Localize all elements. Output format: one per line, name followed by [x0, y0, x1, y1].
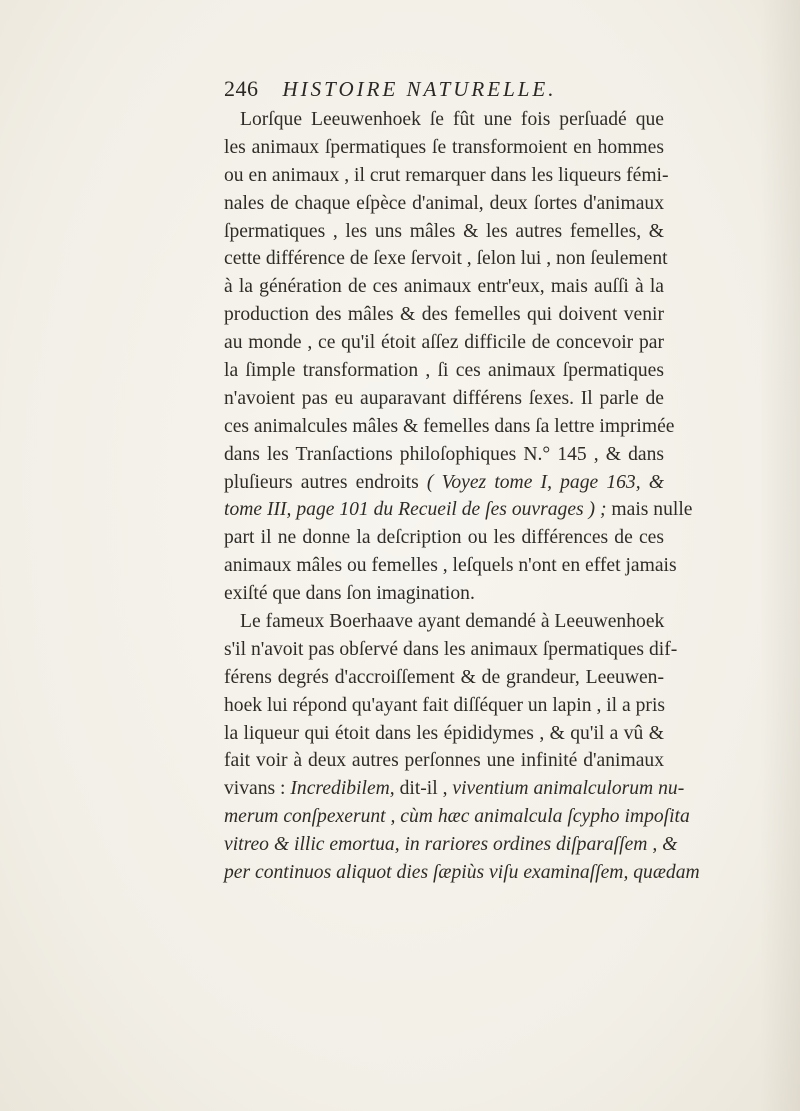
running-head	[224, 76, 644, 110]
text-run: fait voir à deux autres perſonnes une infinité d'animaux	[224, 750, 664, 772]
text-line	[224, 803, 690, 831]
text-line	[224, 580, 664, 608]
text-run: hoek lui répond qu'ayant fait diſſéquer un lapin , il a pris	[224, 694, 666, 716]
text-line	[224, 441, 664, 469]
text-run: production des mâles & des femelles qui doivent venir	[224, 304, 664, 326]
text-line	[224, 831, 678, 859]
paragraph	[224, 106, 693, 608]
text-run: nales de chaque eſpèce d'animal, deux ſortes d'animaux	[224, 192, 664, 214]
text-run: Lorſque Leeuwenhoek ſe fût une fois perſuadé que	[240, 109, 664, 130]
text-run: au monde , ce qu'il étoit aſſez difficile de concevoir par	[224, 332, 664, 354]
italic-run: viventium animalculorum nu-	[452, 778, 685, 800]
text-line	[224, 664, 664, 692]
text-run: cette différence de ſexe ſervoit , ſelon lui , non ſeulement	[224, 248, 668, 270]
text-line	[224, 636, 678, 664]
text-line	[224, 106, 664, 134]
text-run: part il ne donne la deſcription ou les différences de ces	[224, 527, 664, 549]
text-line	[224, 552, 677, 580]
text-run: mais nulle	[606, 499, 693, 521]
text-line	[224, 692, 664, 720]
italic-run: vitreo & illic emortua, in rariores ordines diſparaſſem , &	[224, 834, 678, 856]
text-line	[224, 524, 664, 552]
text-line	[224, 469, 664, 497]
text-line	[224, 329, 664, 357]
text-run: dans les Tranſactions philoſophiques N.° 145 , & dans	[224, 443, 664, 465]
text-run: n'avoient pas eu auparavant différens ſexes. Il parle de	[224, 387, 664, 409]
italic-run: ( Voyez tome I, page 163, &	[426, 471, 664, 493]
text-line	[224, 273, 664, 301]
text-run: pluſieurs autres endroits	[224, 471, 427, 493]
text-run: animaux mâles ou femelles , leſquels n'ont en effet jamais	[224, 555, 677, 577]
text-run: ces animalcules mâles & femelles dans ſa lettre imprimée	[224, 415, 675, 437]
text-line	[224, 385, 664, 413]
text-line	[224, 747, 664, 775]
text-run: ſpermatiques , les uns mâles & les autres femelles, &	[224, 220, 664, 242]
text-run: Le fameux Boerhaave ayant demandé à Leeuwenhoek	[240, 611, 665, 633]
text-line	[224, 859, 700, 887]
text-run: la liqueur qui étoit dans les épididymes , & qu'il a vû &	[224, 722, 664, 744]
text-run: dit-il ,	[394, 778, 453, 800]
text-line	[224, 218, 664, 246]
italic-run: Incredibilem,	[290, 778, 395, 800]
text-line	[224, 357, 664, 385]
text-line	[224, 720, 664, 748]
text-line	[224, 190, 664, 218]
running-head-title: HISTOIRE NATURELLE.	[282, 77, 557, 101]
text-line	[224, 162, 669, 190]
text-run: les animaux ſpermatiques ſe transformoient en hommes	[224, 136, 664, 158]
italic-run: merum conſpexerunt , cùm hæc animalcula ſcypho impoſita	[224, 806, 690, 828]
text-run: à la génération de ces animaux entr'eux, mais auſſi à la	[224, 276, 664, 298]
text-run: la ſimple transformation , ſi ces animaux ſpermatiques	[224, 360, 664, 382]
text-line	[224, 413, 675, 441]
italic-run: tome III, page 101 du Recueil de ſes ouvrages ) ;	[224, 499, 607, 521]
text-line	[224, 245, 668, 273]
text-run: férens degrés d'accroiſſement & de grandeur, Leeuwen-	[224, 666, 664, 688]
text-line	[224, 608, 664, 636]
text-run: s'il n'avoit pas obſervé dans les animaux ſpermatiques dif-	[224, 638, 678, 660]
italic-run: per continuos aliquot dies ſæpiùs viſu examinaſſem, quædam	[224, 862, 700, 884]
page-edge-shadow	[760, 0, 800, 1111]
text-line	[224, 775, 685, 803]
text-run: ou en animaux , il crut remarquer dans les liqueurs fémi-	[224, 164, 669, 186]
text-line	[224, 134, 664, 162]
page-number: 246	[224, 76, 259, 101]
text-line	[224, 496, 693, 524]
body-text	[224, 106, 700, 887]
text-run: exiſté que dans ſon imagination.	[224, 583, 475, 605]
paragraph	[224, 608, 700, 887]
text-line	[224, 301, 664, 329]
text-run: vivans :	[224, 778, 291, 800]
